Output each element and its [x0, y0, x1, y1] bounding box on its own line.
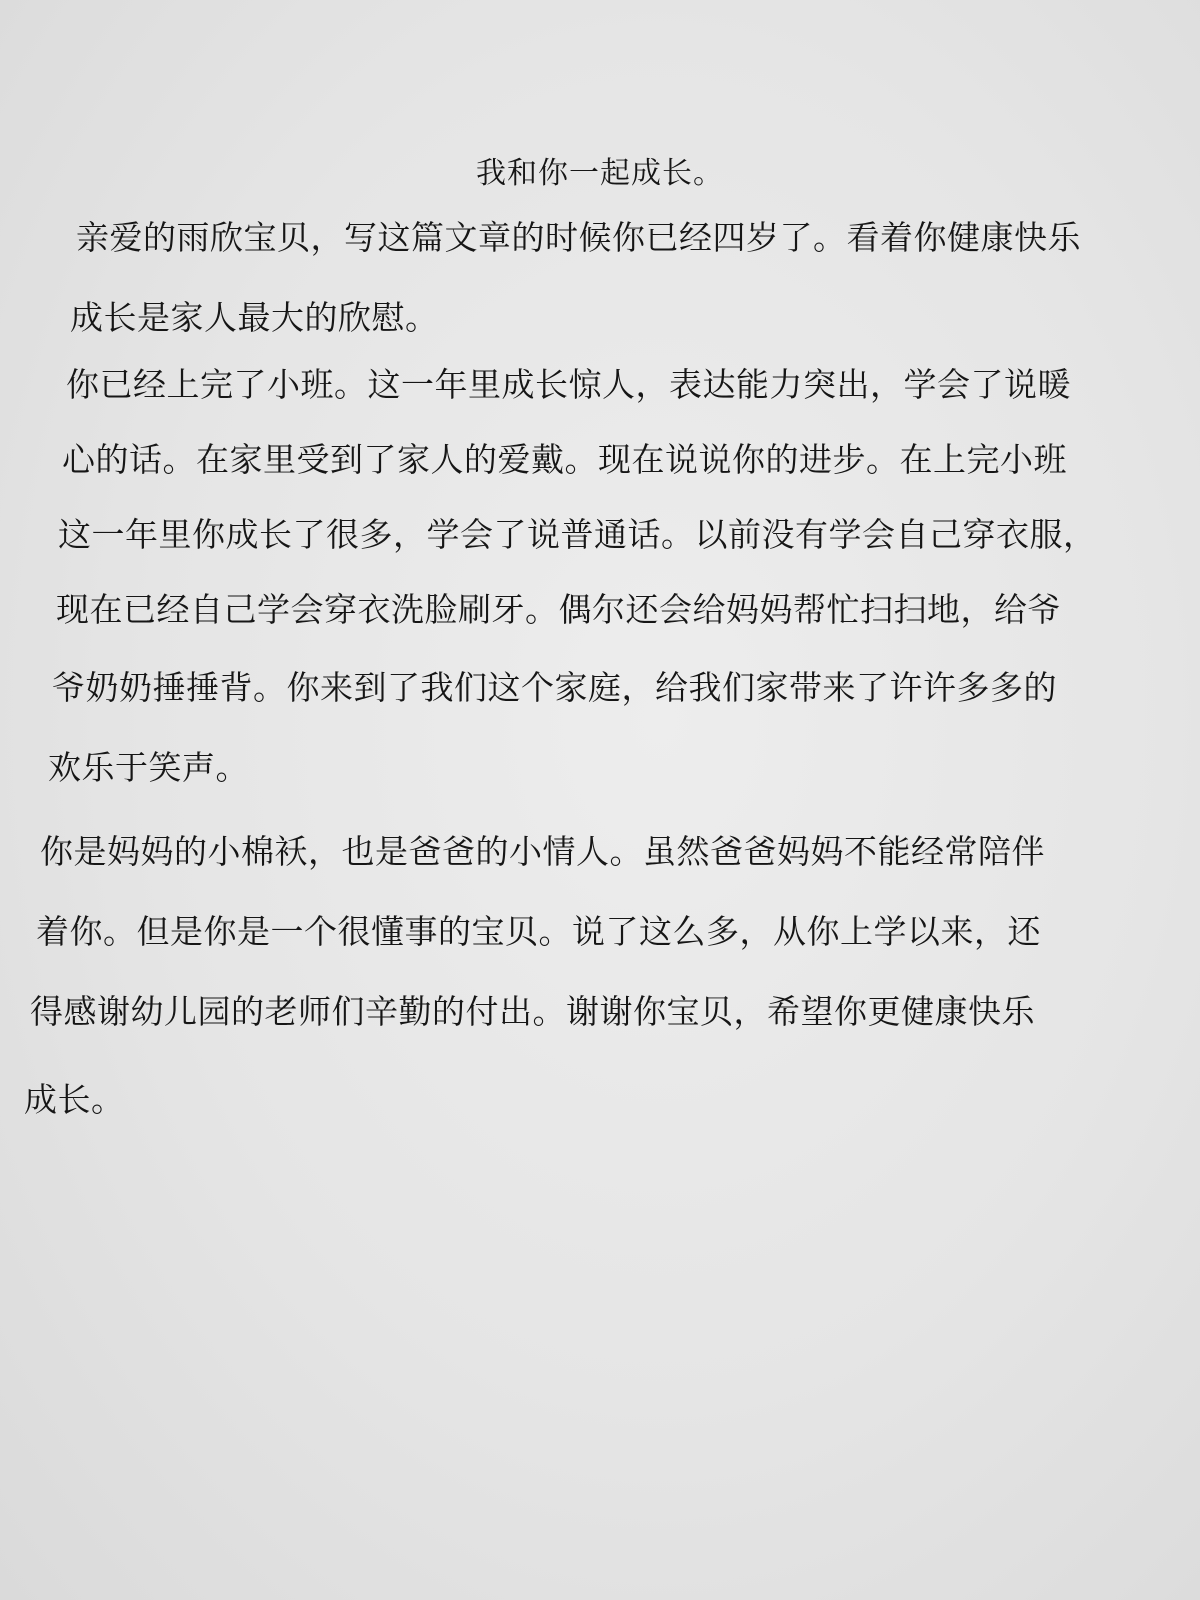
text-line: 你已经上完了小班。这一年里成长惊人，表达能力突出，学会了说暖: [66, 365, 1071, 404]
text-line: 亲爱的雨欣宝贝，写这篇文章的时候你已经四岁了。看着你健康快乐: [76, 218, 1081, 257]
text-line: 现在已经自己学会穿衣洗脸刷牙。偶尔还会给妈妈帮忙扫扫地，给爷: [56, 590, 1061, 629]
text-line: 成长。: [24, 1080, 125, 1119]
text-line: 你是妈妈的小棉袄，也是爸爸的小情人。虽然爸爸妈妈不能经常陪伴: [40, 832, 1045, 871]
text-line: 成长是家人最大的欣慰。: [70, 298, 439, 337]
text-line: 心的话。在家里受到了家人的爱戴。现在说说你的进步。在上完小班: [62, 440, 1067, 479]
text-line: 这一年里你成长了很多，学会了说普通话。以前没有学会自己穿衣服，: [58, 515, 1097, 554]
text-line: 爷奶奶捶捶背。你来到了我们这个家庭，给我们家带来了许许多多的: [52, 668, 1057, 707]
text-line: 得感谢幼儿园的老师们辛勤的付出。谢谢你宝贝，希望你更健康快乐: [30, 992, 1035, 1031]
document-title: 我和你一起成长。: [476, 156, 724, 191]
text-line: 着你。但是你是一个很懂事的宝贝。说了这么多，从你上学以来，还: [36, 912, 1041, 951]
text-line: 欢乐于笑声。: [48, 748, 249, 787]
